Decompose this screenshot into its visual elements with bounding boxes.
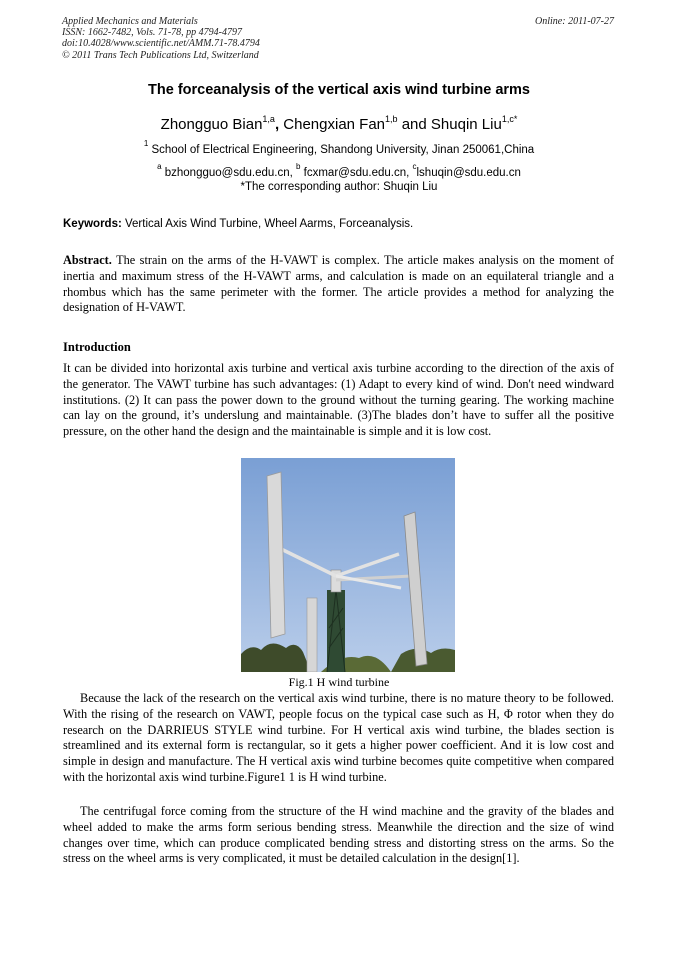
author-superscript: 1,c* — [501, 114, 518, 124]
issn-line: ISSN: 1662-7482, Vols. 71-78, pp 4794-4797 — [62, 27, 242, 39]
affiliation-text: School of Electrical Engineering, Shandong University, Jinan 250061,China — [151, 144, 535, 156]
doi-line: doi:10.4028/www.scientific.net/AMM.71-78.4794 — [62, 38, 260, 50]
author-name: Shuqin Liu — [430, 116, 502, 133]
author-superscript: 1,a — [262, 114, 275, 124]
abstract-text: The strain on the arms of the H-VAWT is complex. The article makes analysis on the moment of inertia and maximum stress of the H-VAWT arms, and calculation is made on an equilateral triangle and a rhombus which has the same perimeter with the former. The article provides a method for analyzing the designation of H-VAWT. — [63, 253, 614, 315]
keywords-text: Vertical Axis Wind Turbine, Wheel Aarms, Forceanalysis. — [125, 218, 414, 230]
email-superscript: a — [157, 162, 162, 171]
affiliation-superscript: 1 — [143, 139, 149, 148]
author-name: Chengxian Fan — [283, 116, 386, 133]
paper-title: The forceanalysis of the vertical axis wind turbine arms — [148, 82, 530, 98]
journal-name: Applied Mechanics and Materials — [62, 16, 198, 27]
email-superscript: c — [412, 162, 417, 171]
email-line — [0, 162, 678, 179]
email-link[interactable]: fcxmar@sdu.edu.cn, — [303, 167, 413, 179]
tower-pole — [307, 598, 317, 672]
intro-paragraph-2: Because the lack of the research on the vertical axis wind turbine, there is no mature theory to be followed. With the rising of the research on VAWT, people focus on the typical case such as H, Φ rotor when they do research on the DARRIEUS STYLE wind turbine. For H vertical axis wind turbine, the blades section is streamlined and its external form is rectangular, so it gets a higher power coefficient. And it is low cost and simple in design and manufacture. The H vertical axis wind turbine becomes quite competitive when compared with the horizontal axis wind turbine.Figure1 1 is H wind turbine. — [63, 691, 614, 784]
affiliation — [0, 139, 678, 156]
author-name: Zhongguo Bian — [160, 116, 263, 133]
abstract-paragraph — [63, 253, 614, 316]
journal-header — [62, 16, 260, 61]
author-separator: , — [274, 116, 284, 133]
email-link[interactable]: lshuqin@sdu.edu.cn — [416, 167, 521, 179]
author-superscript: 1,b — [385, 114, 398, 124]
intro-paragraph-1: It can be divided into horizontal axis turbine and vertical axis turbine according to the direction of the axis of the generator. The VAWT turbine has such advantages: (1) Adapt to every kind of wind. Don't need windward institutions. (2) It can pass the power down to the ground without the turning gearing. The working machine can lay on the ground, it’s underslung and maintainable. (3)The blades don’t have to suffer all the positive pressure, on the other hand the design and the maintainable is simple and it is low cost. — [63, 361, 614, 439]
copyright-line: © 2011 Trans Tech Publications Ltd, Switzerland — [62, 49, 259, 61]
keywords-label: Keywords: — [63, 218, 122, 230]
online-date: Online: 2011-07-27 — [535, 16, 614, 27]
intro-paragraph-3: The centrifugal force coming from the structure of the H wind machine and the gravity of the blades and wheel added to make the arms form serious bending stress. Meanwhile the direction and the size of wind changes over time, which can produce complicated bending stress and distorting stress on the arms. So the stress on the wheel arms is very complicated, it must be detailed calculation in the design[1]. — [63, 804, 614, 866]
h-wind-turbine-photo — [241, 458, 455, 672]
corresponding-author: *The corresponding author: Shuqin Liu — [240, 181, 438, 193]
figure-caption: Fig.1 H wind turbine — [288, 675, 390, 689]
keywords-line — [63, 218, 413, 230]
email-superscript: b — [296, 162, 301, 171]
email-link[interactable]: bzhongguo@sdu.edu.cn, — [164, 167, 296, 179]
author-list — [0, 114, 678, 133]
introduction-heading: Introduction — [63, 340, 131, 354]
author-separator: and — [397, 116, 431, 133]
abstract-label: Abstract. — [63, 253, 112, 267]
tower-lattice — [327, 590, 345, 672]
